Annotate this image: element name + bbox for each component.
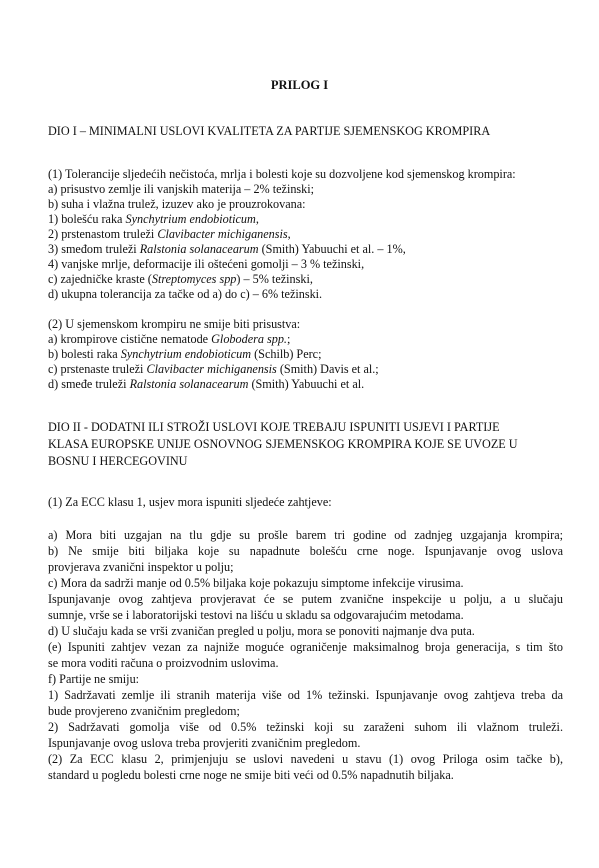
para1-item-b2-text: 2) prstenastom truleži <box>48 227 158 241</box>
para1-item-c-end: ) – 5% težinski, <box>236 272 313 286</box>
para1-item-c-text: c) zajedničke kraste ( <box>48 272 152 286</box>
para1-item-b3-end: (Smith) Yabuuchi et al. – 1%, <box>258 242 406 256</box>
para1-intro: (1) Tolerancije sljedećih nečistoća, mrlja i bolesti koje su dozvoljene kod sjemenskog krompira: <box>48 167 516 181</box>
para2-item-b-species: Synchytrium endobioticum <box>120 347 252 361</box>
dio2-line-4: c) Mora da sadrži manje od 0.5% biljaka koje pokazuju simptome infekcije virusima. <box>48 576 464 590</box>
para1-item-b1 <box>48 212 563 227</box>
para1-item-b4: 4) vanjske mrlje, deformacije ili oštećeni gomolji – 3 % težinski, <box>48 257 365 271</box>
page-title: PRILOG I <box>270 78 329 92</box>
para2-item-a-end: ; <box>286 332 291 346</box>
dio2-line-8: (e) Ispuniti zahtjev vezan za najniže moguće ograničenje maksimalnog broja generacija, s tim što <box>48 640 563 654</box>
para2-item-c-text: c) prstenaste truleži <box>48 362 147 376</box>
para1-item-b2-species: Clavibacter michiganensis <box>157 227 288 241</box>
para2-item-c <box>48 362 563 377</box>
para2-item-d-text: d) smeđe truleži <box>48 377 130 391</box>
para1-item-b3 <box>48 242 563 257</box>
para2-item-b <box>48 347 563 362</box>
dio1-paragraph-1 <box>48 167 563 302</box>
dio2-line-12: bude provjereno zvaničnim pregledom; <box>48 704 240 718</box>
dio2-line-2: b) Ne smije biti biljaka koje su napadnute bolešću crne noge. Ispunjavanje ovog uslova <box>48 544 563 558</box>
para1-item-d: d) ukupna tolerancija za tačke od a) do c) – 6% težinski. <box>48 287 323 301</box>
dio1-paragraph-2 <box>48 317 563 392</box>
para2-item-b-end: (Schilb) Perc; <box>251 347 322 361</box>
para2-item-a <box>48 332 563 347</box>
para1-item-c <box>48 272 563 287</box>
para1-item-b1-text: 1) bolešću raka <box>48 212 126 226</box>
dio2-body <box>48 527 563 783</box>
para1-item-b1-end: , <box>255 212 259 226</box>
para2-item-c-species: Clavibacter michiganensis <box>146 362 277 376</box>
dio2-line-9: se mora voditi računa o proizvodnim uslovima. <box>48 656 279 670</box>
para2-item-c-end: (Smith) Davis et al.; <box>276 362 379 376</box>
dio2-line-11: 1) Sadržavati zemlje ili stranih materija više od 1% težinski. Ispunjavanje ovog zahtjeva treba da <box>48 688 563 702</box>
para1-item-b2-end: , <box>287 227 291 241</box>
dio2-line-14: Ispunjavanje ovog uslova treba provjeriti zvaničnim pregledom. <box>48 736 361 750</box>
dio2-line-10: f) Partije ne smiju: <box>48 672 140 686</box>
para1-item-b2 <box>48 227 563 242</box>
para2-item-a-species: Globodera spp. <box>211 332 287 346</box>
para1-item-b3-text: 3) smeđom truleži <box>48 242 140 256</box>
dio2-line-1: a) Mora biti uzgajan na tlu gdje su prošle barem tri godine od zadnjeg uzgajanja krompira; <box>48 528 563 542</box>
dio1-heading: DIO I – MINIMALNI USLOVI KVALITETA ZA PARTIJE SJEMENSKOG KROMPIRA <box>48 124 491 138</box>
para2-item-d-end: (Smith) Yabuuchi et al. <box>248 377 365 391</box>
dio2-heading-line-1: DIO II - DODATNI ILI STROŽI USLOVI KOJE TREBAJU ISPUNITI USJEVI I PARTIJE <box>48 420 500 434</box>
dio2-line-6: sumnje, vrše se i laboratorijski testovi na lišću u skladu sa odgovarajućim metodama. <box>48 608 464 622</box>
dio2-line-3: provjerava zvanični inspektor u polju; <box>48 560 234 574</box>
dio2-line-13: 2) Sadržavati gomolja više od 0.5% težinski koji su zaraženi suhom ili vlažnom truleži. <box>48 720 563 734</box>
para1-item-b1-species: Synchytrium endobioticum <box>125 212 256 226</box>
para1-item-b: b) suha i vlažna trulež, izuzev ako je prouzrokovana: <box>48 197 306 211</box>
dio2-line-15: (2) Za ECC klasu 2, primjenjuju se uslovi navedeni u stavu (1) ovog Priloga osim tačke b), <box>48 752 563 766</box>
para2-intro: (2) U sjemenskom krompiru ne smije biti prisustva: <box>48 317 301 331</box>
para2-item-d-species: Ralstonia solanacearum <box>129 377 249 391</box>
dio2-intro: (1) Za ECC klasu 1, usjev mora ispuniti sljedeće zahtjeve: <box>48 495 332 509</box>
para2-item-b-text: b) bolesti raka <box>48 347 121 361</box>
dio2-heading <box>48 419 563 470</box>
para2-item-d <box>48 377 563 392</box>
dio2-heading-line-2: KLASA EUROPSKE UNIJE OSNOVNOG SJEMENSKOG KROMPIRA KOJE SE UVOZE U <box>48 437 518 451</box>
para2-item-a-text: a) krompirove cistične nematode <box>48 332 212 346</box>
para1-item-a: a) prisustvo zemlje ili vanjskih materija – 2% težinski; <box>48 182 315 196</box>
dio2-line-5: Ispunjavanje ovog zahtjeva provjeravat će se putem zvanične inspekcije u polju, a u slučaju <box>48 592 563 606</box>
dio2-line-7: d) U slučaju kada se vrši zvaničan pregled u polju, mora se ponoviti najmanje dva puta. <box>48 624 475 638</box>
para1-item-c-species: Streptomyces spp <box>151 272 237 286</box>
dio2-heading-line-3: BOSNU I HERCEGOVINU <box>48 454 188 468</box>
para1-item-b3-species: Ralstonia solanacearum <box>139 242 259 256</box>
dio2-line-16: standard u pogledu bolesti crne noge ne smije biti veći od 0.5% napadnutih biljaka. <box>48 768 454 782</box>
